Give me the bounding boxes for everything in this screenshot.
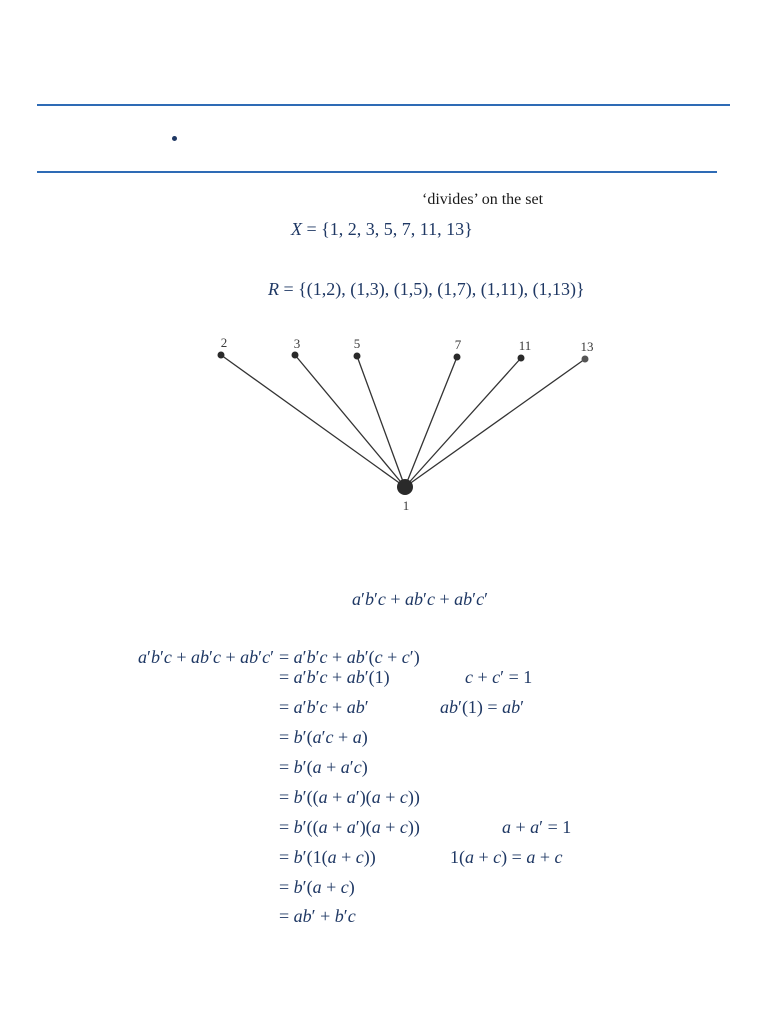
boolean-expression: a′b′c + ab′c + ab′c′ (352, 589, 488, 609)
relation-r: R = {(1,2), (1,3), (1,5), (1,7), (1,11), (1,13)} (268, 279, 585, 299)
bullet-marker (172, 136, 177, 141)
rule-top (37, 104, 730, 106)
derivation-step-7: = b′((a + a′)(a + c)) (279, 817, 420, 837)
node-label-7: 7 (454, 337, 462, 352)
derivation-step-8: = b′(1(a + c)) (279, 847, 376, 867)
derivation-step-1: = a′b′c + ab′(c + c′) (279, 647, 420, 667)
edge-1-13 (405, 359, 585, 487)
node-11 (518, 355, 525, 362)
node-label-11: 11 (518, 338, 532, 353)
node-label-3: 3 (293, 336, 301, 351)
derivation-step-6: = b′((a + a′)(a + c)) (279, 787, 420, 807)
derivation-step-4: = b′(a′c + a) (279, 727, 368, 747)
derivation-step-9: = b′(a + c) (279, 877, 355, 897)
edge-1-11 (405, 358, 521, 487)
derivation-note-7: a + a′ = 1 (502, 817, 572, 837)
node-5 (354, 353, 361, 360)
derivation-step-5: = b′(a + a′c) (279, 757, 368, 777)
divides-text: ‘divides’ on the set (422, 191, 544, 208)
derivation-lhs: a′b′c + ab′c + ab′c′ (138, 647, 274, 667)
node-1 (397, 479, 413, 495)
node-7 (454, 354, 461, 361)
rule-bottom (37, 171, 717, 173)
node-2 (218, 352, 225, 359)
derivation-note-3: ab′(1) = ab′ (440, 697, 525, 717)
set-x: X = {1, 2, 3, 5, 7, 11, 13} (291, 219, 473, 239)
derivation-step-3: = a′b′c + ab′ (279, 697, 369, 717)
node-label-5: 5 (353, 336, 361, 351)
node-3 (292, 352, 299, 359)
derivation-step-2: = a′b′c + ab′(1) (279, 667, 390, 687)
node-label-13: 13 (580, 339, 594, 354)
derivation-step-10: = ab′ + b′c (279, 906, 356, 926)
edge-1-5 (357, 356, 405, 487)
edge-1-3 (295, 355, 405, 487)
edge-1-7 (405, 357, 457, 487)
derivation-note-2: c + c′ = 1 (465, 667, 533, 687)
hasse-diagram (200, 330, 610, 520)
node-label-2: 2 (220, 335, 228, 350)
derivation-note-8: 1(a + c) = a + c (450, 847, 563, 867)
node-label-1: 1 (402, 498, 410, 513)
node-13 (582, 356, 589, 363)
edge-1-2 (221, 355, 405, 487)
